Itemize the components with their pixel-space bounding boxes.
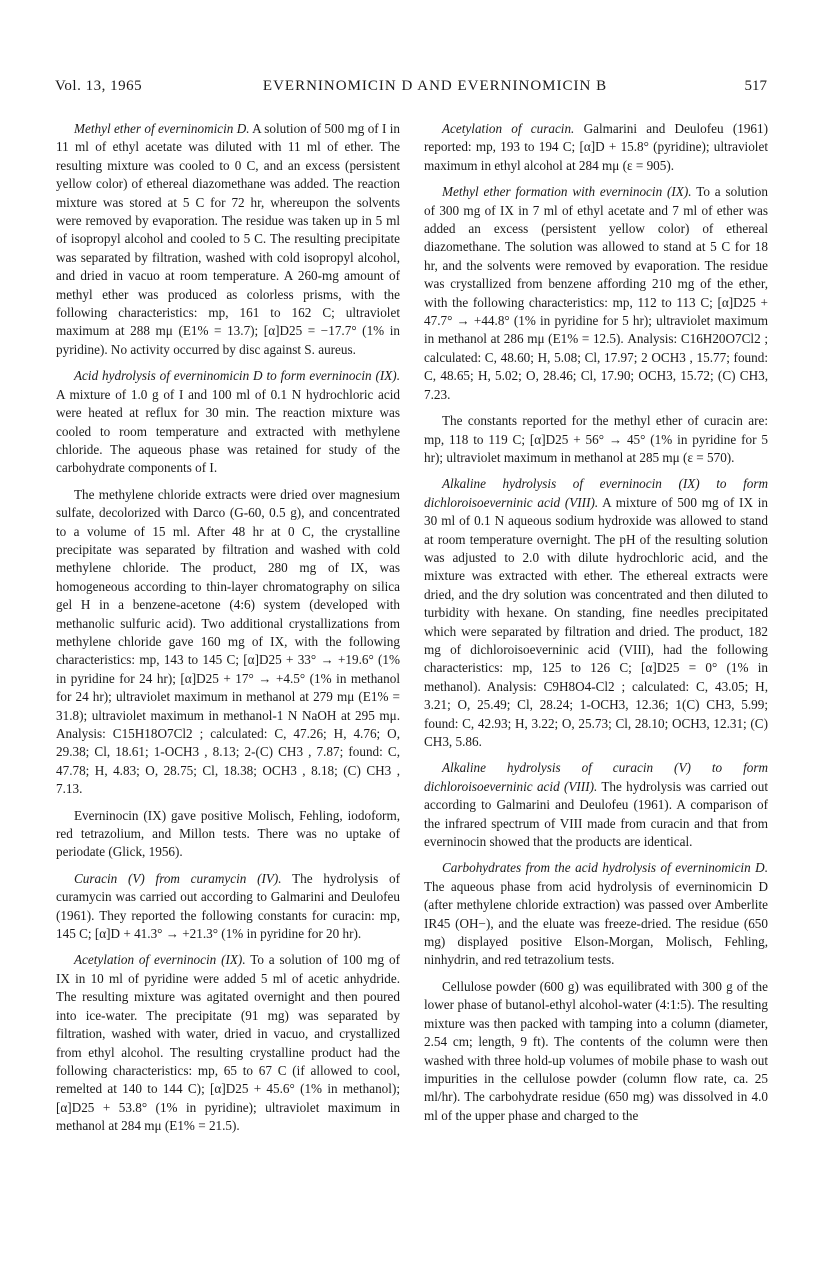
paragraph: Cellulose powder (600 g) was equilibrated with 300 g of the lower phase of butanol-ethyl alcohol-water (4:1:5). The resulting mixture was then packed with tamping into a column (diameter, 2.54 cm; length, 9 ft). The contents of the column were then washed with three hold-up volumes of mobile phase to wash out impurities in the cellulose powder (column flow rate, ca. 25 ml/hr). The carbohydrate residue (650 mg) was dissolved in 4.0 ml of the upper phase and charged to the — [424, 978, 768, 1123]
paragraph: Acetylation of curacin. Galmarini and Deulofeu (1961) reported: mp, 193 to 194 C; [α]D + 15.8° (pyridine); ultraviolet maximum in ethyl alcohol at 284 mμ (ε = 905). — [424, 121, 769, 173]
paragraph: Everninocin (IX) gave positive Molisch, Fehling, iodoform, red tetrazolium, and Millon tests. There was no uptake of periodate (Glick, 1956). — [56, 807, 400, 860]
paragraph: Curacin (V) from curamycin (IV). The hydrolysis of curamycin was carried out according to Galmarini and Deulofeu (1961). They reported the following constants for curacin: mp, 145 C; [α]D + 41.3° → +21.3° (1% in pyridine for 20 hr). — [56, 870, 401, 942]
journal-volume: Vol. 13, 1965 — [55, 78, 143, 94]
paragraph: Carbohydrates from the acid hydrolysis of everninomicin D. The aqueous phase from acid hydrolysis of everninomicin D (after methylene chloride extraction) was passed over Amberlite IR45 (OH−), and the eluate was freeze-dried. The residue (650 mg) displayed positive Elson-Morgan, Molisch, Fehling, ninhydrin, and red tetrazolium tests. — [424, 860, 768, 968]
paragraph: Alkaline hydrolysis of curacin (V) to form dichloroisoeverninic acid (VIII). The hydrolysis was carried out according to Galmarini and Deulofeu (1961). A comparison of the infrared spectrum of VIII made from curacin and that from everninocin showed that the products are identical. — [424, 760, 768, 850]
paragraph: Alkaline hydrolysis of everninocin (IX) to form dichloroisoeverninic acid (VIII). A mixture of 500 mg of IX in 30 ml of 0.1 N aqueous sodium hydroxide was allowed to stand at room temperature overnight. The pH of the resulting solution was adjusted to 2.0 with dilute hydrochloric acid, and the mixture was extracted with ether. The ethereal extracts were dried, and the dry solution was concentrated and then diluted to turbidity with hexane. On standing, fine needles precipitated which were separated by filtration and dried. The product, 182 mg of dichloroisoeverninic acid (VIII), had the following characteristics: mp, 125 to 126 C; [α]D25 = 0° (1% in methanol). Analysis: C9H8O4-Cl2 ; calculated: C, 43.05; H, 3.21; O, 25.49; Cl, 28.24; 1-OCH3, 12.36; 1(C) CH3, 5.99; found: C, 42.93; H, 3.22; O, 25.73; Cl, 28.10; OCH3, 12.31; (C) CH3, 5.86. — [424, 476, 768, 749]
paragraph: Methyl ether formation with everninocin (IX). To a solution of 300 mg of IX in 7 ml of ethyl acetate and 7 ml of ether was added an excess (persistent yellow color) of ethereal diazomethane. The solution was allowed to stand at 5 C for 18 hr, and the solvents were removed by evaporation. The residue was crystallized from benzene affording 210 mg of the ether, with the following characteristics: mp, 112 to 113 C; [α]D25 + 47.7° → +44.8° (1% in pyridine for 5 hr); ultraviolet maximum in methanol at 286 mμ (E1% = 12.5). Analysis: C16H20O7Cl2 ; calculated: C, 48.60; H, 5.08; Cl, 17.97; 2 OCH3 , 15.77; found: C, 48.65; H, 5.02; O, 28.46; Cl, 17.90; OCH3, 15.72; (C) CH3, 7.23. — [424, 184, 768, 402]
paragraph: Acid hydrolysis of everninomicin D to form everninocin (IX). A mixture of 1.0 g of I and 100 ml of 0.1 N hydrochloric acid were heated at reflux for 30 min. The reaction mixture was cooled to room temperature and extracted with methylene chloride. The aqueous phase was retained for study of the carbohydrate components of I. — [56, 368, 400, 476]
page-number: 517 — [744, 78, 767, 94]
running-header — [55, 78, 767, 102]
right-column — [424, 120, 768, 1125]
paragraph: Methyl ether of everninomicin D. A solution of 500 mg of I in 11 ml of ethyl acetate was diluted with 11 ml of ether. The resulting mixture was cooled to 0 C, and an excess (persistent yellow color) of ethereal diazomethane was added. The reaction mixture was stored at 5 C for 72 hr, whereupon the solvents were removed by evaporation. The residue was taken up in 5 ml of isopropyl alcohol and cooled to 5 C. The resulting precipitate was separated by filtration, washed with cold isopropyl alcohol, and dried in vacuo at room temperature. A 260-mg amount of methyl ether was produced as colorless prisms, with the following characteristics: mp, 161 to 162 C; ultraviolet maximum at 288 mμ (E1% = 13.7); [α]D25 = −17.7° (1% in pyridine). No activity occurred by disc against S. aureus. — [56, 121, 400, 357]
paragraph: Acetylation of everninocin (IX). To a solution of 100 mg of IX in 10 ml of pyridine were added 5 ml of acetic anhydride. The resulting mixture was agitated overnight and then poured into ice-water. The precipitate (91 mg) was separated by filtration, washed with water, dried in vacuo, and crystallized from ethyl alcohol. The resulting crystalline product had the following characteristics: mp, 65 to 67 C (if allowed to cool, remelted at 140 to 144 C); [α]D25 + 45.6° (1% in methanol); [α]D25 + 53.8° (1% in pyridine); ultraviolet maximum in methanol at 284 mμ (E1% = 21.5). — [56, 952, 400, 1134]
paragraph: The constants reported for the methyl ether of curacin are: mp, 118 to 119 C; [α]D25 + 56° → 45° (1% in pyridine for 5 hr); ultraviolet maximum in methanol at 285 mμ (ε = 570). — [424, 413, 768, 465]
running-title: EVERNINOMICIN D AND EVERNINOMICIN B — [262, 78, 608, 94]
left-column — [56, 120, 400, 1136]
paragraph: The methylene chloride extracts were dried over magnesium sulfate, decolorized with Darco (G-60, 0.5 g), and concentrated to a volume of 15 ml. After 48 hr at 0 C, the crystalline precipitate was separated by filtration and washed with cold methylene chloride. The product, 280 mg of IX, was homogeneous according to thin-layer chromatography on silica gel H in a benzene-acetone (4:6) system (developed with methanolic sulfuric acid). Two additional crystallizations from methylene chloride gave 160 mg of IX, with the following characteristics: mp, 143 to 145 C; [α]D25 + 33° → +19.6° (1% in pyridine for 24 hr); [α]D25 + 17° → +4.5° (1% in methanol for 24 hr); ultraviolet maximum in methanol at 279 mμ (E1% = 31.8); ultraviolet maximum in methanol-1 N NaOH at 295 mμ. Analysis: C15H18O7Cl2 ; calculated: C, 47.26; H, 4.76; O, 29.38; Cl, 18.61; 1-OCH3 , 8.13; 2-(C) CH3 , 7.87; found: C, 47.78; H, 4.83; O, 28.75; Cl, 18.38; OCH3 , 8.18; (C) CH3 , 7.13. — [56, 486, 400, 797]
